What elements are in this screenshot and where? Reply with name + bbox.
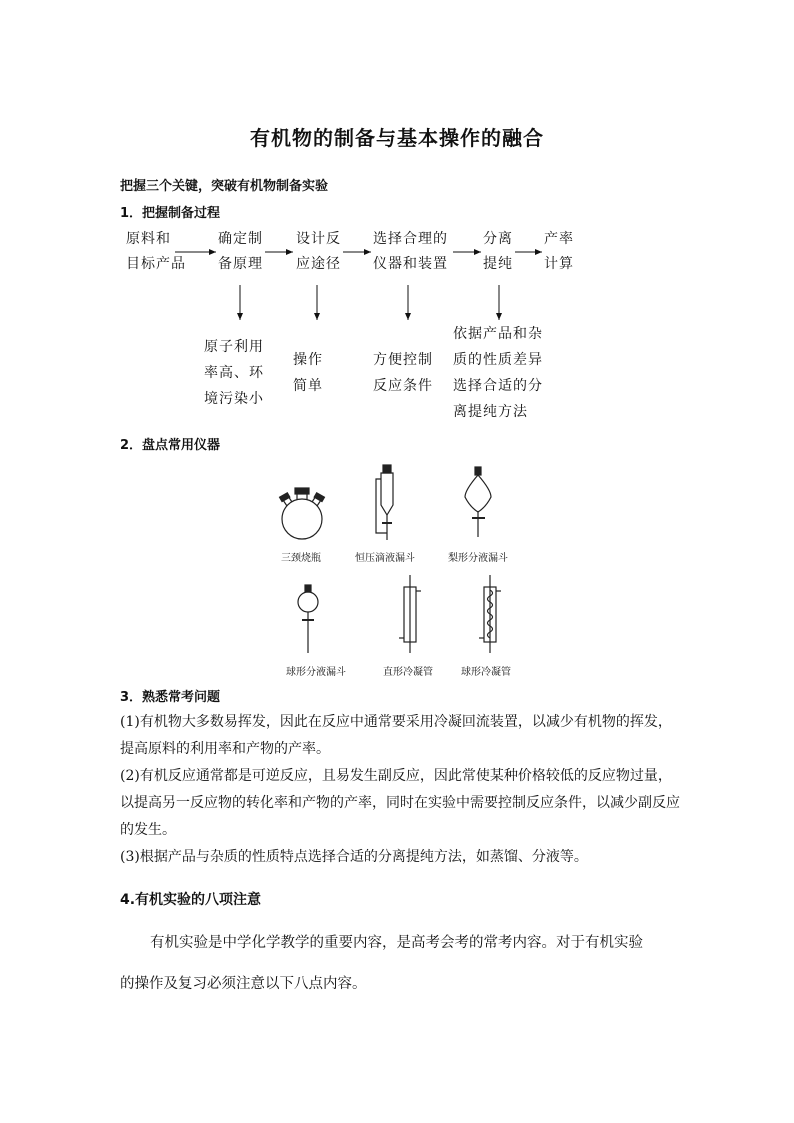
flow-step-2: 确定制 备原理: [218, 231, 263, 272]
problem-item-3: (3)根据产品与杂质的性质特点选择合适的分离提纯方法，如蒸馏、分液等。: [120, 849, 588, 865]
pressure-equalizing-funnel-icon: [376, 465, 393, 540]
intro-heading: 把握三个关键，突破有机物制备实验: [120, 179, 329, 194]
instrument-caption: 三颈烧瓶: [281, 553, 321, 564]
flow-note-3: 方便控制 反应条件: [373, 352, 433, 394]
instrument-gallery: [0, 455, 794, 685]
bulb-separatory-funnel-icon: [298, 585, 318, 653]
three-neck-flask-icon: [280, 488, 325, 539]
instrument-caption: 直形冷凝管: [383, 667, 433, 678]
page-title: 有机物的制备与基本操作的融合: [250, 126, 544, 150]
flow-step-6: 产率 计算: [544, 231, 574, 272]
flow-note-4: 依据产品和杂 质的性质差异 选择合适的分 离提纯方法: [453, 326, 543, 420]
bulb-condenser-icon: [479, 575, 501, 653]
flow-note-2: 操作 简单: [293, 352, 323, 394]
pear-separatory-funnel-icon: [465, 467, 491, 537]
problem-item-1: (1)有机物大多数易挥发，因此在反应中通常要采用冷凝回流装置，以减少有机物的挥发，提高原料的利用率和产物的产率。: [120, 714, 672, 757]
problem-item-2: (2)有机反应通常都是可逆反应，且易发生副反应，因此常使某种价格较低的反应物过量，以提高另一反应物的转化率和产物的产率，同时在实验中需要控制反应条件，以减少副反应的发生。: [120, 768, 680, 838]
flow-step-3: 设计反 应途径: [296, 231, 341, 272]
section4-paragraph-line2: 的操作及复习必须注意以下八点内容。: [120, 976, 367, 992]
straight-condenser-icon: [399, 575, 421, 653]
flow-step-4: 选择合理的 仪器和装置: [373, 231, 448, 272]
instrument-caption: 球形分液漏斗: [286, 667, 346, 678]
section2-heading: 2．盘点常用仪器: [120, 438, 221, 453]
flow-step-5: 分离 提纯: [483, 231, 513, 272]
section3-heading: 3．熟悉常考问题: [120, 690, 221, 705]
preparation-flowchart: [0, 0, 794, 440]
section4-paragraph-line1: 有机实验是中学化学教学的重要内容，是高考会考的常考内容。对于有机实验: [150, 935, 643, 951]
instrument-caption: 球形冷凝管: [461, 667, 511, 678]
instrument-caption: 梨形分液漏斗: [448, 553, 508, 564]
instrument-caption: 恒压滴液漏斗: [355, 553, 415, 564]
section1-heading: 1．把握制备过程: [120, 206, 221, 221]
flow-note-1: 原子利用 率高、环 境污染小: [204, 339, 264, 407]
flow-step-1: 原料和 目标产品: [126, 231, 186, 272]
section4-heading: 4.有机实验的八项注意: [120, 892, 262, 908]
